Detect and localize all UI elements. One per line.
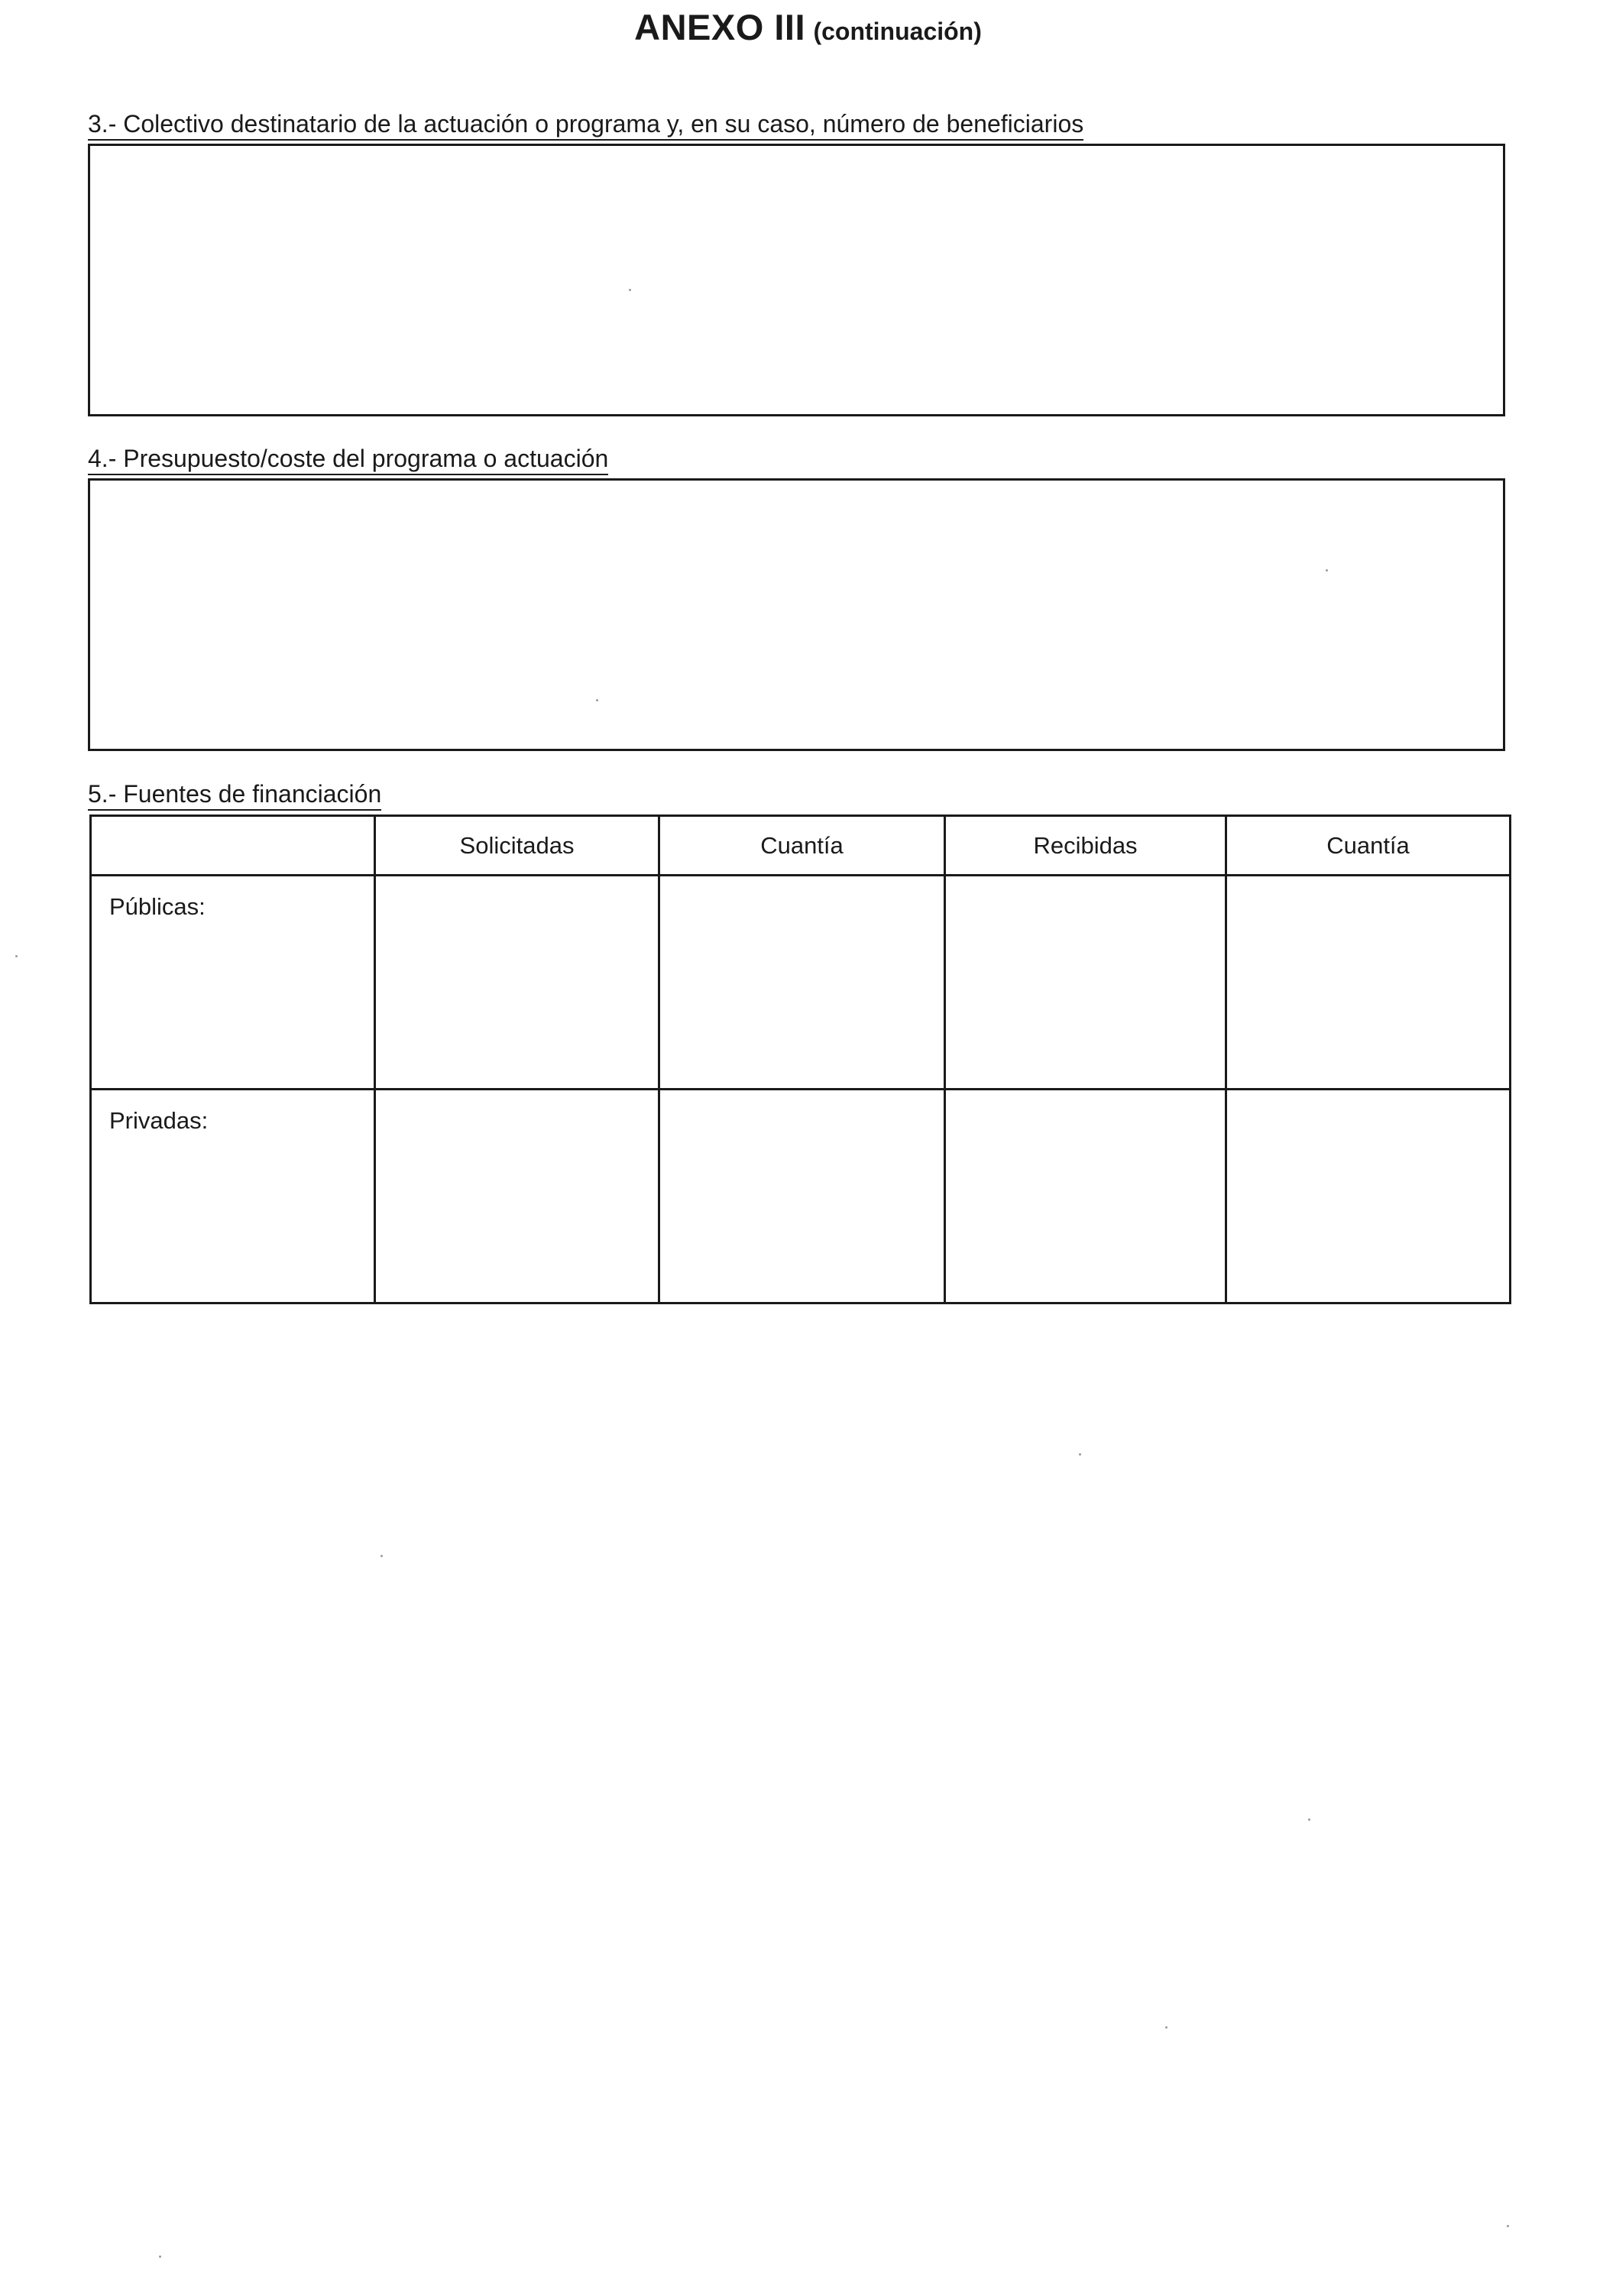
page-title xyxy=(0,6,1616,48)
scan-speck xyxy=(159,2256,161,2258)
table-header-cell xyxy=(91,816,375,876)
section-5-label: 5.- Fuentes de financiación xyxy=(88,779,381,811)
table-row xyxy=(91,1090,1511,1303)
financing-table xyxy=(89,814,1511,1304)
table-header-cell: Cuantía xyxy=(659,816,945,876)
section-3-field[interactable] xyxy=(88,144,1505,416)
table-cell[interactable] xyxy=(945,1090,1226,1303)
table-cell[interactable] xyxy=(375,1090,659,1303)
scan-speck xyxy=(1326,569,1328,572)
scan-speck xyxy=(1507,2225,1509,2227)
table-header-row xyxy=(91,816,1511,876)
scan-speck xyxy=(15,955,18,957)
table-cell[interactable] xyxy=(659,1090,945,1303)
section-4-field[interactable] xyxy=(88,478,1505,751)
table-cell[interactable] xyxy=(1226,1090,1511,1303)
section-3-label: 3.- Colectivo destinatario de la actuación o programa y, en su caso, número de beneficiarios xyxy=(88,108,1083,141)
table-header-cell: Cuantía xyxy=(1226,816,1511,876)
table-cell[interactable] xyxy=(945,876,1226,1090)
table-header-cell: Solicitadas xyxy=(375,816,659,876)
table-cell[interactable] xyxy=(1226,876,1511,1090)
table-cell[interactable] xyxy=(659,876,945,1090)
row-label-publicas: Públicas: xyxy=(91,876,375,1090)
scan-speck xyxy=(381,1555,383,1557)
title-main: ANEXO III xyxy=(634,7,805,47)
table-cell[interactable] xyxy=(375,876,659,1090)
scan-speck xyxy=(1079,1453,1081,1456)
scan-speck xyxy=(1165,2026,1167,2029)
scan-speck xyxy=(596,699,598,701)
title-subtitle: (continuación) xyxy=(813,18,982,45)
section-4-label: 4.- Presupuesto/coste del programa o actuación xyxy=(88,443,608,475)
table-row xyxy=(91,876,1511,1090)
row-label-privadas: Privadas: xyxy=(91,1090,375,1303)
scan-speck xyxy=(1308,1818,1310,1821)
scan-speck xyxy=(629,289,631,291)
table-header-cell: Recibidas xyxy=(945,816,1226,876)
